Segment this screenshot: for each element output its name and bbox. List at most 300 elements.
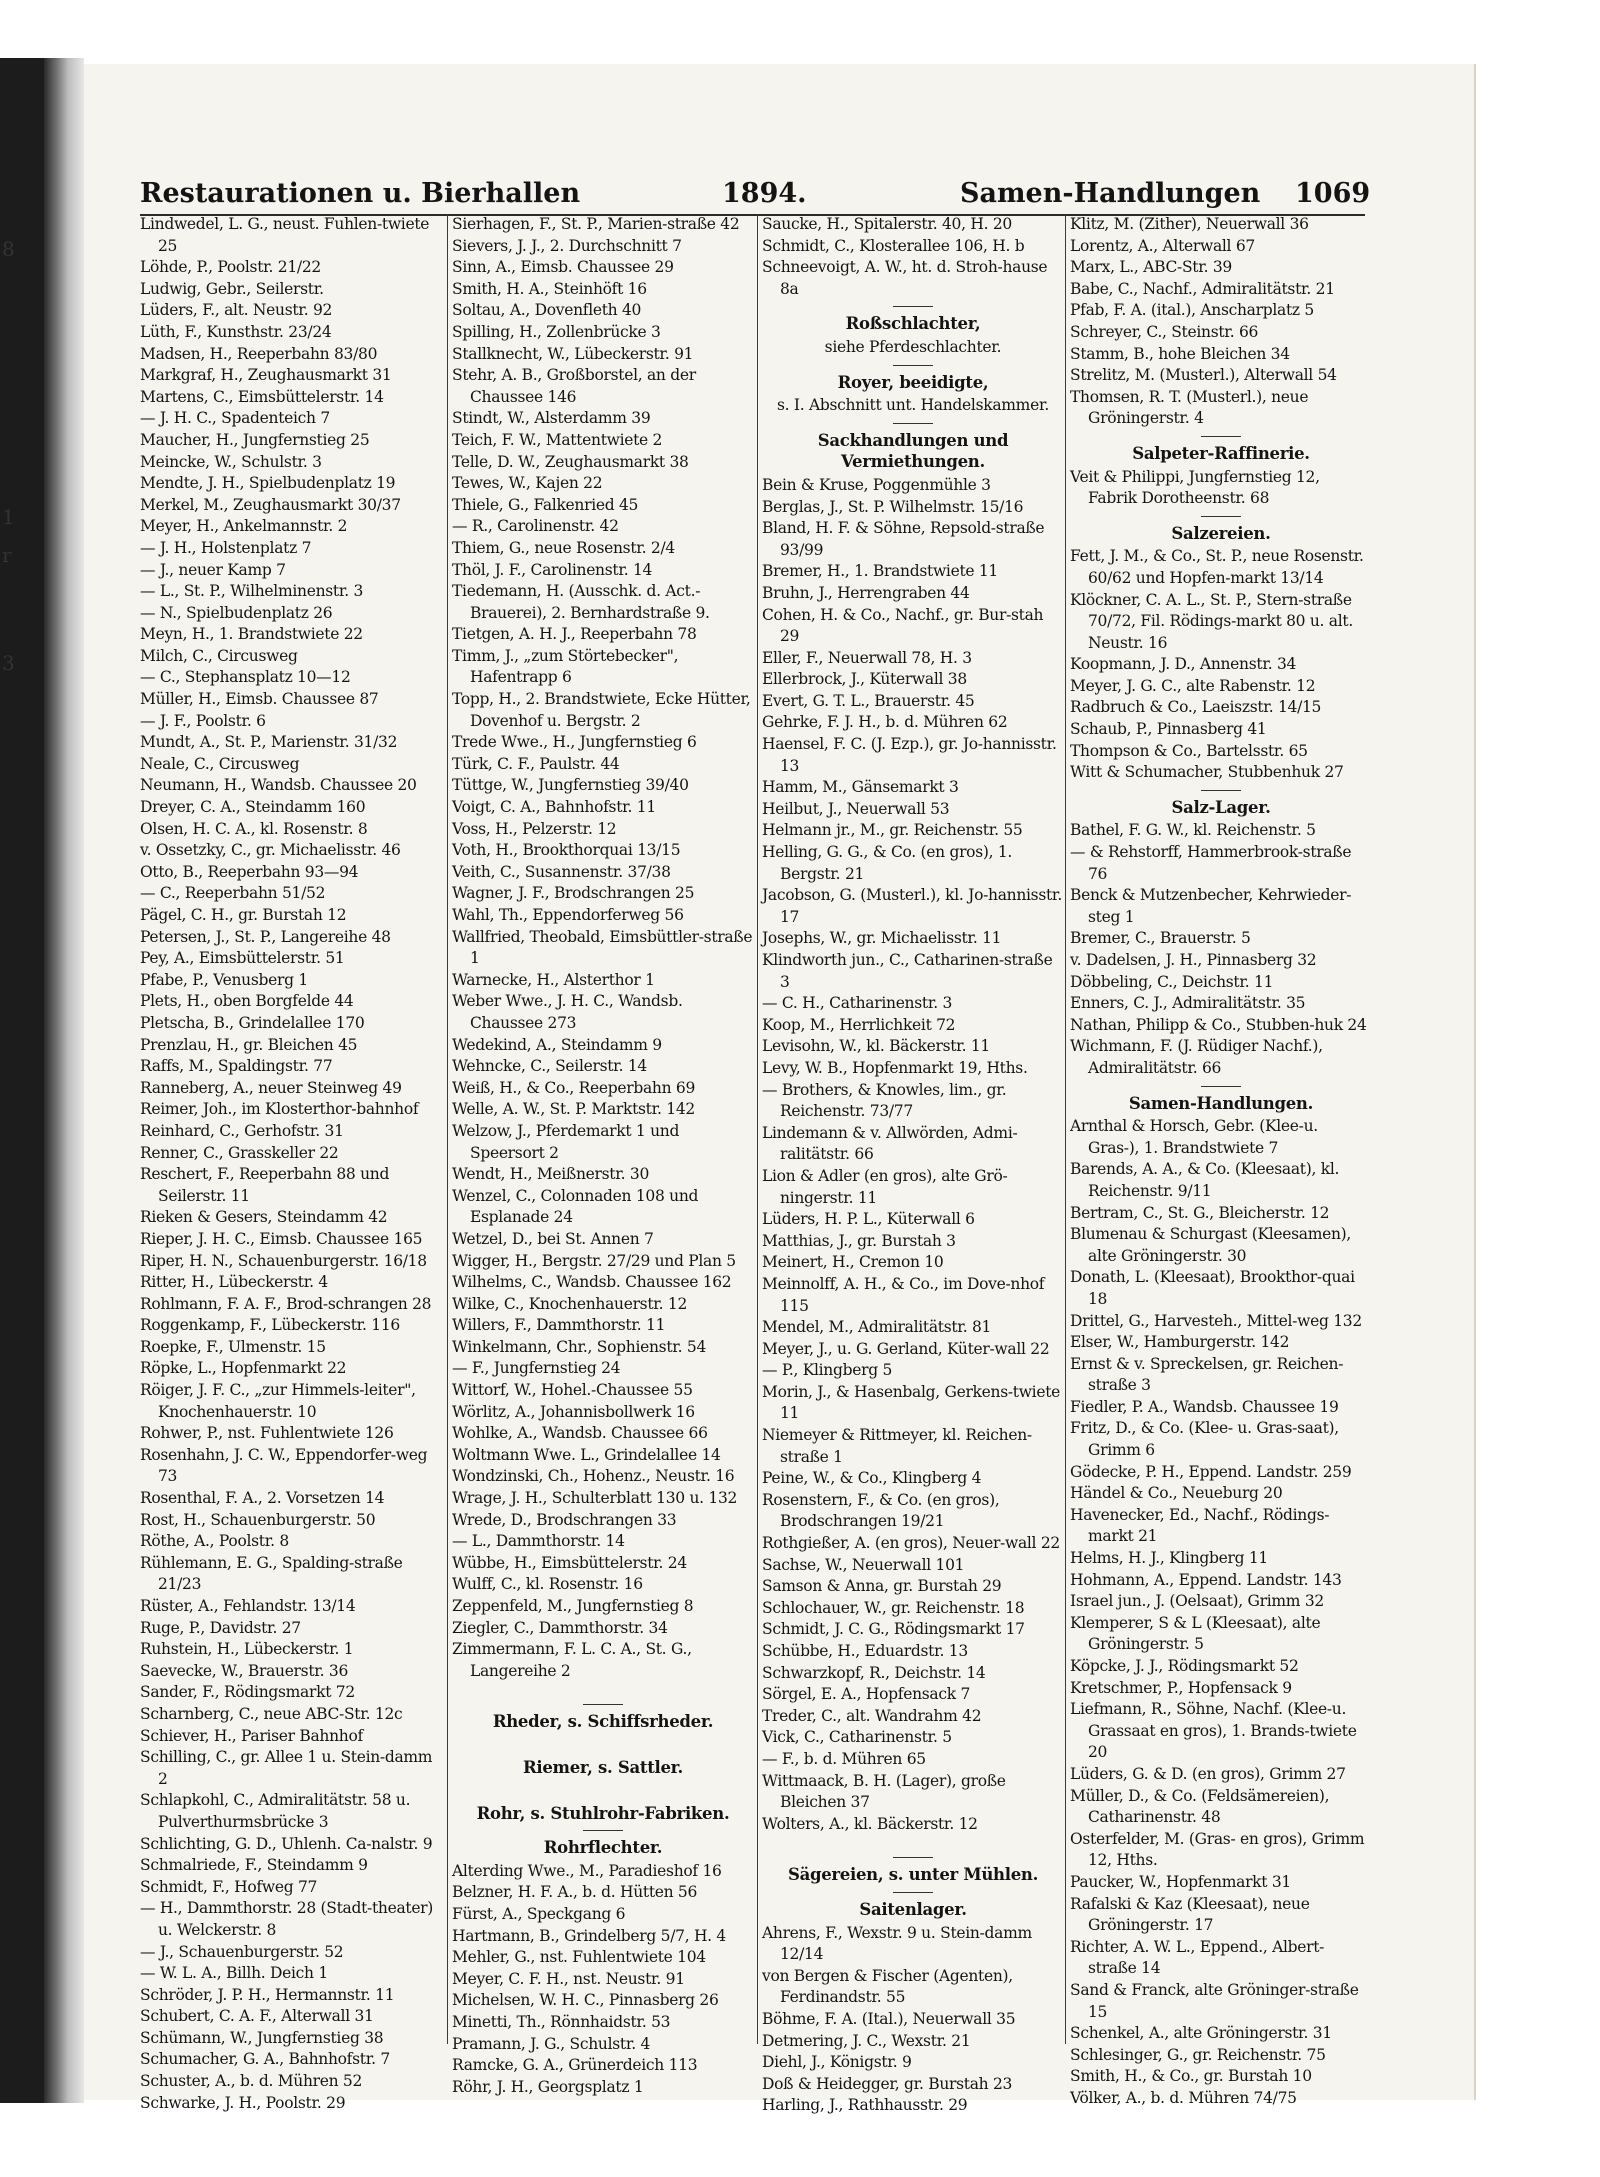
- directory-entry: — J. H., Holstenplatz 7: [140, 538, 312, 557]
- margin-fragment: 8: [2, 237, 15, 261]
- directory-entry: Klöckner, C. A. L., St. P., Stern-straße 70/72, Fil. Rödings-markt 80 u. alt. Neustr. 16: [1070, 590, 1353, 652]
- directory-entry: Rohlmann, F. A. F., Brod-schrangen 28: [140, 1294, 432, 1313]
- directory-entry: Wenzel, C., Colonnaden 108 und Esplanade 24: [452, 1186, 699, 1227]
- directory-entry: Schmidt, F., Hofweg 77: [140, 1877, 318, 1896]
- directory-entry: Levisohn, W., kl. Bäckerstr. 11: [762, 1037, 990, 1056]
- directory-entry: Berglas, J., St. P. Wilhelmstr. 15/16: [762, 497, 1024, 516]
- directory-entry: Warnecke, H., Alsterthor 1: [452, 970, 655, 989]
- directory-entry: Fürst, A., Speckgang 6: [452, 1904, 626, 1923]
- directory-entry: Thompson & Co., Bartelsstr. 65: [1070, 741, 1308, 760]
- page-number: 1069: [1295, 178, 1371, 209]
- directory-entry: Arnthal & Horsch, Gebr. (Klee-u. Gras-), 1. Brandstwiete 7: [1070, 1117, 1318, 1157]
- section-rule: [1201, 790, 1241, 791]
- directory-entry: — W. L. A., Billh. Deich 1: [140, 1964, 328, 1983]
- directory-entry: — C. H., Catharinenstr. 3: [762, 994, 953, 1013]
- section-heading: Roßschlachter,: [845, 314, 981, 334]
- section-spacer: [452, 1781, 754, 1797]
- section-rule: [893, 306, 933, 307]
- directory-entry: Otto, B., Reeperbahn 93—94: [140, 862, 359, 881]
- directory-entry: — R., Carolinenstr. 42: [452, 517, 619, 536]
- header-right-title: Samen-Handlungen: [960, 178, 1261, 209]
- directory-entry: Telle, D. W., Zeughausmarkt 38: [452, 452, 689, 471]
- column-divider: [447, 214, 448, 2044]
- directory-entry: Bruhn, J., Herrengraben 44: [762, 583, 970, 602]
- directory-entry: Meyer, J., u. G. Gerland, Küter-wall 22: [762, 1339, 1050, 1358]
- directory-entry: Rosenhahn, J. C. W., Eppendorfer-weg 73: [140, 1445, 428, 1486]
- directory-entry: Veit & Philippi, Jungfernstieg 12, Fabrik Dorotheenstr. 68: [1070, 467, 1320, 508]
- column-4: [1070, 214, 1372, 2107]
- directory-entry: Schubert, C. A. F., Alterwall 31: [140, 2007, 374, 2026]
- directory-entry: Sinn, A., Eimsb. Chaussee 29: [452, 258, 674, 277]
- directory-entry: Welle, A. W., St. P. Marktstr. 142: [452, 1100, 695, 1119]
- directory-entry: Ruge, P., Davidstr. 27: [140, 1618, 301, 1637]
- directory-entry: Schaub, P., Pinnasberg 41: [1070, 720, 1267, 739]
- directory-entry: Rafalski & Kaz (Kleesaat), neue Gröningerstr. 17: [1070, 1894, 1310, 1935]
- directory-entry: Sander, F., Rödingsmarkt 72: [140, 1683, 355, 1702]
- directory-entry: Heilbut, J., Neuerwall 53: [762, 799, 950, 818]
- directory-entry: Schwarzkopf, R., Deichstr. 14: [762, 1663, 986, 1682]
- directory-entry: Israel jun., J. (Oelsaat), Grimm 32: [1070, 1592, 1324, 1611]
- directory-entry: Zimmermann, F. L. C. A., St. G., Langereihe 2: [452, 1640, 692, 1680]
- directory-entry: Klitz, M. (Zither), Neuerwall 36: [1070, 215, 1309, 233]
- directory-entry: Fritz, D., & Co. (Klee- u. Gras-saat), Grimm 6: [1070, 1419, 1339, 1460]
- directory-entry: Ernst & v. Spreckelsen, gr. Reichen-straße 3: [1070, 1354, 1344, 1395]
- directory-entry: Voss, H., Pelzerstr. 12: [452, 819, 617, 838]
- directory-entry: Sievers, J. J., 2. Durchschnitt 7: [452, 236, 682, 255]
- directory-entry: Gehrke, F. J. H., b. d. Mühren 62: [762, 713, 1008, 732]
- directory-entry: Lüders, G. & D. (en gros), Grimm 27: [1070, 1764, 1346, 1783]
- directory-entry: Koopmann, J. D., Annenstr. 34: [1070, 655, 1297, 674]
- book-gutter: [44, 58, 84, 2103]
- directory-entry: Schlochauer, W., gr. Reichenstr. 18: [762, 1598, 1025, 1617]
- directory-entry: Reimer, Joh., im Klosterthor-bahnhof: [140, 1100, 419, 1119]
- directory-entry: Lüth, F., Kunsthstr. 23/24: [140, 322, 332, 341]
- directory-entry: Gödecke, P. H., Eppend. Landstr. 259: [1070, 1462, 1352, 1481]
- directory-entry: Wallfried, Theobald, Eimsbüttler-straße 1: [452, 927, 753, 968]
- directory-entry: Rosenstern, F., & Co. (en gros), Brodschrangen 19/21: [762, 1490, 1000, 1531]
- directory-entry: Tüttge, W., Jungfernstieg 39/40: [452, 776, 689, 795]
- directory-entry: — C., Stephansplatz 10—12: [140, 668, 351, 687]
- directory-entry: Rühlemann, E. G., Spalding-straße 21/23: [140, 1553, 403, 1594]
- directory-entry: Strelitz, M. (Musterl.), Alterwall 54: [1070, 366, 1337, 385]
- directory-entry: Händel & Co., Neueburg 20: [1070, 1484, 1283, 1503]
- margin-fragment: 3: [2, 651, 15, 675]
- directory-entry: Benck & Mutzenbecher, Kehrwieder-steg 1: [1070, 886, 1352, 926]
- directory-entry: Merkel, M., Zeughausmarkt 30/37: [140, 495, 401, 514]
- directory-entry: Samson & Anna, gr. Burstah 29: [762, 1577, 1002, 1596]
- directory-entry: Richter, A. W. L., Eppend., Albert-straße 14: [1070, 1937, 1325, 1978]
- section-heading: Salz-Lager.: [1171, 797, 1271, 817]
- margin-fragments: [2, 230, 20, 682]
- directory-entry: Fett, J. M., & Co., St. P., neue Rosenstr. 60/62 und Hopfen-markt 13/14: [1070, 547, 1364, 587]
- directory-entry: Rothgießer, A. (en gros), Neuer-wall 22: [762, 1534, 1060, 1553]
- directory-entry: Tewes, W., Kajen 22: [452, 474, 603, 493]
- directory-entry: Saucke, H., Spitalerstr. 40, H. 20: [762, 215, 1012, 233]
- section-rule: [1201, 1086, 1241, 1087]
- directory-entry: Meincke, W., Schulstr. 3: [140, 452, 322, 471]
- directory-entry: Sierhagen, F., St. P., Marien-straße 42: [452, 215, 740, 233]
- directory-entry: Sörgel, E. A., Hopfensack 7: [762, 1685, 971, 1704]
- column-divider: [1065, 214, 1066, 2044]
- directory-entry: Elser, W., Hamburgerstr. 142: [1070, 1333, 1290, 1352]
- directory-entry: — J., Schauenburgerstr. 52: [140, 1942, 344, 1961]
- directory-entry: Detmering, J. C., Wexstr. 21: [762, 2031, 971, 2050]
- directory-entry: Schübbe, H., Eduardstr. 13: [762, 1642, 968, 1660]
- directory-entry: Wübbe, H., Eimsbüttelerstr. 24: [452, 1553, 687, 1572]
- directory-entry: Rieper, J. H. C., Eimsb. Chaussee 165: [140, 1229, 423, 1248]
- directory-entry: von Bergen & Fischer (Agenten), Ferdinandstr. 55: [762, 1966, 1013, 2007]
- section-spacer: [762, 1835, 1064, 1851]
- directory-entry: Wendt, H., Meißnerstr. 30: [452, 1165, 650, 1184]
- directory-entry: Schwarke, J. H., Poolstr. 29: [140, 2093, 346, 2112]
- directory-entry: Löhde, P., Poolstr. 21/22: [140, 258, 321, 277]
- page-header: [140, 178, 1371, 218]
- directory-entry: Wilhelms, C., Wandsb. Chaussee 162: [452, 1273, 732, 1292]
- directory-entry: Wohlke, A., Wandsb. Chaussee 66: [452, 1424, 708, 1443]
- directory-entry: Röiger, J. F. C., „zur Himmels-leiter", Knochenhauerstr. 10: [140, 1381, 416, 1421]
- directory-entry: Neale, C., Circusweg: [140, 754, 300, 773]
- directory-entry: Meinnolff, A. H., & Co., im Dove-nhof 115: [762, 1274, 1045, 1315]
- directory-entry: Wrage, J. H., Schulterblatt 130 u. 132: [452, 1489, 738, 1508]
- directory-entry: Wrede, D., Brodschrangen 33: [452, 1510, 677, 1529]
- directory-entry: Paucker, W., Hopfenmarkt 31: [1070, 1872, 1291, 1891]
- directory-entry: Reschert, F., Reeperbahn 88 und Seilerstr. 11: [140, 1165, 390, 1205]
- directory-entry: Josephs, W., gr. Michaelisstr. 11: [762, 929, 1002, 948]
- directory-entry: Peine, W., & Co., Klingberg 4: [762, 1469, 982, 1488]
- directory-entry: Böhme, F. A. (Ital.), Neuerwall 35: [762, 2009, 1016, 2028]
- directory-entry: Smith, H., & Co., gr. Burstah 10: [1070, 2067, 1312, 2086]
- directory-entry: Wagner, J. F., Brodschrangen 25: [452, 884, 695, 903]
- directory-entry: Schmidt, C., Klosterallee 106, H. b: [762, 236, 1025, 255]
- directory-entry: Röhr, J. H., Georgsplatz 1: [452, 2077, 644, 2096]
- directory-entry: Doß & Heidegger, gr. Burstah 23: [762, 2074, 1013, 2093]
- directory-entry: Schumacher, G. A., Bahnhofstr. 7: [140, 2050, 390, 2069]
- directory-entry: Meinert, H., Cremon 10: [762, 1253, 944, 1272]
- directory-entry: Diehl, J., Königstr. 9: [762, 2053, 912, 2072]
- directory-entry: Liefmann, R., Söhne, Nachf. (Klee-u. Grassaat en gros), 1. Brands-twiete 20: [1070, 1700, 1357, 1762]
- directory-entry: Vick, C., Catharinenstr. 5: [762, 1728, 952, 1747]
- section-heading: Rohrflechter.: [543, 1838, 663, 1858]
- section-heading: Samen-Handlungen.: [1128, 1093, 1314, 1113]
- directory-entry: Michelsen, W. H. C., Pinnasberg 26: [452, 1991, 719, 2010]
- directory-entry: Meyer, H., Ankelmannstr. 2: [140, 517, 348, 536]
- directory-entry: Meyn, H., 1. Brandstwiete 22: [140, 625, 363, 644]
- directory-entry: Wondzinski, Ch., Hohenz., Neustr. 16: [452, 1467, 735, 1486]
- directory-entry: Witt & Schumacher, Stubbenhuk 27: [1070, 763, 1344, 782]
- directory-entry: Ziegler, C., Dammthorstr. 34: [452, 1618, 668, 1637]
- section-rule: [583, 1830, 623, 1831]
- directory-entry: Donath, L. (Kleesaat), Brookthor-quai 18: [1070, 1268, 1355, 1308]
- directory-entry: Schlichting, G. D., Uhlenh. Ca-nalstr. 9: [140, 1834, 433, 1853]
- directory-entry: Döbbeling, C., Deichstr. 11: [1070, 972, 1274, 991]
- directory-entry: Schilling, C., gr. Allee 1 u. Stein-damm 2: [140, 1748, 433, 1788]
- directory-entry: Drittel, G., Harvesteh., Mittel-weg 132: [1070, 1311, 1362, 1330]
- directory-entry: Weber Wwe., J. H. C., Wandsb. Chaussee 273: [452, 992, 683, 1032]
- directory-entry: Woltmann Wwe. L., Grindelallee 14: [452, 1445, 721, 1464]
- directory-entry: Riper, H. N., Schauenburgerstr. 16/18: [140, 1251, 427, 1270]
- directory-entry: Stehr, A. B., Großborstel, an der Chaussee 146: [452, 366, 696, 406]
- directory-entry: Raffs, M., Spaldingstr. 77: [140, 1057, 333, 1076]
- directory-entry: Topp, H., 2. Brandstwiete, Ecke Hütter, Dovenhof u. Bergstr. 2: [452, 690, 751, 730]
- directory-entry: Köpcke, J. J., Rödingsmarkt 52: [1070, 1657, 1299, 1675]
- section-heading: Rheder, s. Schiffsrheder.: [492, 1712, 714, 1732]
- section-spacer: [452, 1735, 754, 1751]
- directory-entry: Alterding Wwe., M., Paradieshof 16: [452, 1861, 722, 1880]
- section-note: siehe Pferdeschlachter.: [824, 337, 1002, 356]
- directory-entry: Mendel, M., Admiralitätstr. 81: [762, 1318, 992, 1337]
- directory-entry: Wehncke, C., Seilerstr. 14: [452, 1057, 647, 1076]
- directory-entry: Pägel, C. H., gr. Burstah 12: [140, 906, 347, 924]
- directory-entry: Ranneberg, A., neuer Steinweg 49: [140, 1078, 402, 1097]
- directory-entry: Winkelmann, Chr., Sophienstr. 54: [452, 1337, 707, 1356]
- directory-entry: Veith, C., Susannenstr. 37/38: [452, 862, 671, 881]
- directory-entry: Türk, C. F., Paulstr. 44: [452, 754, 620, 773]
- directory-entry: Rohwer, P., nst. Fuhlentwiete 126: [140, 1424, 394, 1443]
- directory-entry: Bathel, F. G. W., kl. Reichenstr. 5: [1070, 821, 1316, 840]
- directory-entry: Niemeyer & Rittmeyer, kl. Reichen-straße 1: [762, 1426, 1032, 1466]
- column-3: [762, 214, 1064, 2115]
- directory-entry: Fiedler, P. A., Wandsb. Chaussee 19: [1070, 1397, 1339, 1416]
- directory-entry: Pfabe, P., Venusberg 1: [140, 970, 308, 989]
- directory-entry: — J. H. C., Spadenteich 7: [140, 409, 330, 428]
- section-rule: [583, 1704, 623, 1705]
- header-year: 1894.: [722, 178, 807, 209]
- directory-entry: Müller, H., Eimsb. Chaussee 87: [140, 690, 379, 709]
- directory-entry: — F., Jungfernstieg 24: [452, 1359, 621, 1378]
- section-rule: [1201, 516, 1241, 517]
- directory-entry: Trede Wwe., H., Jungfernstieg 6: [452, 733, 697, 752]
- directory-entry: Jacobson, G. (Musterl.), kl. Jo-hannisstr. 17: [762, 886, 1062, 926]
- directory-entry: Treder, C., alt. Wandrahm 42: [762, 1706, 982, 1725]
- section-note: s. I. Abschnitt unt. Handelskammer.: [777, 396, 1049, 415]
- section-heading: Saitenlager.: [859, 1899, 967, 1919]
- directory-entry: Ahrens, F., Wexstr. 9 u. Stein-damm 12/14: [762, 1923, 1032, 1964]
- directory-entry: Sand & Franck, alte Gröninger-straße 15: [1070, 1980, 1359, 2021]
- directory-entry: Teich, F. W., Mattentwiete 2: [452, 430, 663, 449]
- directory-entry: Maucher, H., Jungfernstieg 25: [140, 430, 370, 449]
- directory-entry: Thiem, G., neue Rosenstr. 2/4: [452, 538, 675, 557]
- directory-entry: Martens, C., Eimsbüttelerstr. 14: [140, 387, 384, 406]
- directory-entry: — Brothers, & Knowles, lim., gr. Reichenstr. 73/77: [762, 1080, 1007, 1121]
- directory-entry: Babe, C., Nachf., Admiralitätstr. 21: [1070, 279, 1335, 298]
- directory-entry: Rost, H., Schauenburgerstr. 50: [140, 1510, 376, 1529]
- directory-entry: Schlapkohl, C., Admiralitätstr. 58 u. Pulverthurmsbrücke 3: [140, 1791, 411, 1831]
- directory-entry: Smith, H. A., Steinhöft 16: [452, 279, 647, 298]
- directory-entry: Lindemann & v. Allwörden, Admi-ralitätstr. 66: [762, 1123, 1018, 1164]
- directory-entry: Willers, F., Dammthorstr. 11: [452, 1316, 666, 1335]
- directory-entry: — J., neuer Kamp 7: [140, 560, 286, 579]
- directory-entry: Belzner, H. F. A., b. d. Hütten 56: [452, 1883, 698, 1902]
- directory-entry: Wilke, C., Knochenhauerstr. 12: [452, 1294, 688, 1313]
- directory-entry: Haensel, F. C. (J. Ezp.), gr. Jo-hannisstr. 13: [762, 735, 1057, 775]
- directory-entry: Müller, D., & Co. (Feldsämereien), Catharinenstr. 48: [1070, 1786, 1330, 1827]
- scan-border-top: [0, 0, 1600, 58]
- directory-entry: Reinhard, C., Gerhofstr. 31: [140, 1121, 344, 1140]
- directory-entry: Schreyer, C., Steinstr. 66: [1070, 322, 1259, 341]
- column-2: [452, 214, 754, 2096]
- directory-entry: Lion & Adler (en gros), alte Grö-ningerstr. 11: [762, 1166, 1008, 1207]
- section-rule: [1201, 436, 1241, 437]
- directory-entry: Thiele, G., Falkenried 45: [452, 495, 639, 514]
- directory-entry: Havenecker, Ed., Nachf., Rödings-markt 21: [1070, 1505, 1330, 1546]
- directory-entry: Ellerbrock, J., Küterwall 38: [762, 670, 967, 689]
- directory-entry: Dreyer, C. A., Steindamm 160: [140, 798, 366, 817]
- directory-entry: Helling, G. G., & Co. (en gros), 1. Bergstr. 21: [762, 843, 1013, 883]
- section-rule: [893, 1892, 933, 1893]
- directory-entry: — & Rehstorff, Hammerbrook-straße 76: [1070, 843, 1352, 883]
- section-rule: [893, 1857, 933, 1858]
- directory-entry: Bein & Kruse, Poggenmühle 3: [762, 475, 991, 494]
- directory-entry: Stallknecht, W., Lübeckerstr. 91: [452, 344, 694, 363]
- directory-entry: Hamm, M., Gänsemarkt 3: [762, 778, 959, 797]
- directory-entry: Pramann, J. G., Schulstr. 4: [452, 2034, 651, 2053]
- directory-entry: Rosenthal, F. A., 2. Vorsetzen 14: [140, 1489, 385, 1508]
- directory-entry: Wittmaack, B. H. (Lager), große Bleichen 37: [762, 1771, 1006, 1812]
- column-1: [140, 214, 442, 2112]
- directory-entry: Lindwedel, L. G., neust. Fuhlen-twiete 25: [140, 215, 430, 255]
- directory-entry: Pfab, F. A. (ital.), Anscharplatz 5: [1070, 301, 1314, 320]
- directory-entry: Eller, F., Neuerwall 78, H. 3: [762, 648, 972, 667]
- directory-entry: Helmann jr., M., gr. Reichenstr. 55: [762, 821, 1023, 840]
- directory-entry: Lüders, H. P. L., Küterwall 6: [762, 1210, 975, 1229]
- directory-entry: — N., Spielbudenplatz 26: [140, 603, 333, 622]
- directory-entry: — C., Reeperbahn 51/52: [140, 884, 326, 903]
- directory-entry: Petersen, J., St. P., Langereihe 48: [140, 927, 391, 946]
- directory-entry: Helms, H. J., Klingberg 11: [1070, 1549, 1268, 1568]
- directory-entry: Wolters, A., kl. Bäckerstr. 12: [762, 1814, 978, 1833]
- directory-entry: Pletscha, B., Grindelallee 170: [140, 1013, 365, 1032]
- section-rule: [893, 365, 933, 366]
- directory-entry: Marx, L., ABC-Str. 39: [1070, 258, 1232, 277]
- directory-entry: Ramcke, G. A., Grünerdeich 113: [452, 2056, 698, 2075]
- directory-entry: Cohen, H. & Co., Nachf., gr. Bur-stah 29: [762, 605, 1044, 646]
- directory-entry: Madsen, H., Reeperbahn 83/80: [140, 344, 378, 363]
- directory-entry: — L., St. P., Wilhelminenstr. 3: [140, 582, 364, 601]
- directory-entry: Lüders, F., alt. Neustr. 92: [140, 301, 333, 320]
- directory-entry: Bland, H. F. & Söhne, Repsold-straße 93/99: [762, 519, 1045, 559]
- directory-entry: Markgraf, H., Zeughausmarkt 31: [140, 366, 392, 385]
- directory-entry: Klemperer, S & L (Kleesaat), alte Gröningerstr. 5: [1070, 1613, 1321, 1654]
- section-heading: Riemer, s. Sattler.: [522, 1757, 684, 1777]
- directory-entry: Kretschmer, P., Hopfensack 9: [1070, 1678, 1292, 1697]
- directory-entry: Meyer, C. F. H., nst. Neustr. 91: [452, 1969, 685, 1988]
- directory-entry: Prenzlau, H., gr. Bleichen 45: [140, 1035, 358, 1054]
- directory-entry: Enners, C. J., Admiralitätstr. 35: [1070, 994, 1306, 1013]
- directory-entry: Roggenkamp, F., Lübeckerstr. 116: [140, 1316, 400, 1335]
- directory-entry: Wulff, C., kl. Rosenstr. 16: [452, 1575, 643, 1594]
- directory-entry: Timm, J., „zum Störtebecker", Hafentrapp 6: [452, 646, 679, 687]
- directory-entry: Wahl, Th., Eppendorferweg 56: [452, 906, 684, 924]
- directory-entry: Thomsen, R. T. (Musterl.), neue Gröningerstr. 4: [1070, 387, 1309, 428]
- section-rule: [893, 423, 933, 424]
- directory-entry: Matthias, J., gr. Burstah 3: [762, 1231, 956, 1250]
- directory-entry: Röthe, A., Poolstr. 8: [140, 1532, 289, 1551]
- directory-entry: Osterfelder, M. (Gras- en gros), Grimm 12, Hths.: [1070, 1829, 1365, 1870]
- section-heading: Sackhandlungen und Vermiethungen.: [817, 430, 1009, 472]
- header-left-title: Restaurationen u. Bierhallen: [140, 178, 581, 209]
- directory-entry: Blumenau & Schurgast (Kleesamen), alte Gröningerstr. 30: [1070, 1225, 1352, 1265]
- section-heading: Salpeter-Raffinerie.: [1132, 443, 1310, 463]
- directory-entry: Wörlitz, A., Johannisbollwerk 16: [452, 1402, 695, 1421]
- directory-entry: Soltau, A., Dovenfleth 40: [452, 301, 642, 320]
- directory-entry: v. Ossetzky, C., gr. Michaelisstr. 46: [140, 841, 401, 860]
- directory-entry: Koop, M., Herrlichkeit 72: [762, 1015, 956, 1034]
- directory-entry: Schneevoigt, A. W., ht. d. Stroh-hause 8a: [762, 258, 1048, 298]
- directory-entry: — J. F., Poolstr. 6: [140, 711, 266, 730]
- directory-entry: Schmidt, J. C. G., Rödingsmarkt 17: [762, 1620, 1025, 1639]
- directory-entry: Morin, J., & Hasenbalg, Gerkens-twiete 11: [762, 1382, 1061, 1423]
- directory-entry: Wetzel, D., bei St. Annen 7: [452, 1229, 654, 1248]
- column-divider: [757, 214, 758, 2044]
- directory-entry: Wigger, H., Bergstr. 27/29 und Plan 5: [452, 1251, 736, 1270]
- directory-entry: Bremer, H., 1. Brandstwiete 11: [762, 562, 998, 581]
- directory-entry: Wedekind, A., Steindamm 9: [452, 1035, 662, 1054]
- directory-entry: Roepke, F., Ulmenstr. 15: [140, 1337, 326, 1356]
- directory-entry: — P., Klingberg 5: [762, 1361, 893, 1380]
- directory-entry: Plets, H., oben Borgfelde 44: [140, 992, 354, 1011]
- section-heading: Royer, beeidigte,: [837, 372, 989, 392]
- directory-entry: Saevecke, W., Brauerstr. 36: [140, 1661, 349, 1680]
- directory-entry: Schmalriede, F., Steindamm 9: [140, 1856, 368, 1875]
- directory-entry: — L., Dammthorstr. 14: [452, 1532, 625, 1551]
- directory-entry: Weiß, H., & Co., Reeperbahn 69: [452, 1078, 696, 1097]
- directory-entry: Milch, C., Circusweg: [140, 646, 298, 665]
- section-spacer: [452, 1682, 754, 1698]
- section-heading: Rohr, s. Stuhlrohr-Fabriken.: [476, 1803, 730, 1823]
- directory-entry: Pey, A., Eimsbüttelerstr. 51: [140, 949, 345, 968]
- directory-entry: Stamm, B., hohe Bleichen 34: [1070, 344, 1290, 363]
- directory-entry: Neumann, H., Wandsb. Chaussee 20: [140, 776, 417, 795]
- directory-entry: Rieken & Gesers, Steindamm 42: [140, 1208, 388, 1227]
- directory-entry: Scharnberg, C., neue ABC-Str. 12c: [140, 1704, 403, 1723]
- directory-entry: Renner, C., Grasskeller 22: [140, 1143, 339, 1162]
- section-heading: Sägereien, s. unter Mühlen.: [787, 1865, 1039, 1885]
- directory-entry: v. Dadelsen, J. H., Pinnasberg 32: [1070, 951, 1317, 969]
- section-heading: Salzereien.: [1171, 523, 1271, 543]
- directory-entry: Schuster, A., b. d. Mühren 52: [140, 2072, 363, 2091]
- directory-entry: Radbruch & Co., Laeiszstr. 14/15: [1070, 698, 1322, 717]
- directory-entry: Ritter, H., Lübeckerstr. 4: [140, 1273, 328, 1292]
- directory-entry: Klindworth jun., C., Catharinen-straße 3: [762, 951, 1053, 991]
- directory-entry: Schiever, H., Pariser Bahnhof: [140, 1726, 363, 1745]
- directory-entry: Mehler, G., nst. Fuhlentwiete 104: [452, 1948, 706, 1967]
- directory-entry: Lorentz, A., Alterwall 67: [1070, 236, 1255, 255]
- directory-entry: Stindt, W., Alsterdamm 39: [452, 409, 651, 428]
- directory-entry: Hohmann, A., Eppend. Landstr. 143: [1070, 1570, 1342, 1589]
- directory-entry: Harling, J., Rathhausstr. 29: [762, 2096, 968, 2115]
- directory-entry: Schümann, W., Jungfernstieg 38: [140, 2028, 384, 2047]
- directory-entry: Levy, W. B., Hopfenmarkt 19, Hths.: [762, 1058, 1028, 1077]
- directory-entry: Röpke, L., Hopfenmarkt 22: [140, 1359, 347, 1378]
- margin-fragment: r: [2, 543, 12, 567]
- directory-entry: Wittorf, W., Hohel.-Chaussee 55: [452, 1381, 693, 1400]
- directory-entry: Mundt, A., St. P., Marienstr. 31/32: [140, 733, 398, 752]
- directory-entry: Meyer, J. G. C., alte Rabenstr. 12: [1070, 676, 1316, 695]
- directory-entry: Schenkel, A., alte Gröningerstr. 31: [1070, 2024, 1332, 2043]
- directory-entry: Bertram, C., St. G., Bleicherstr. 12: [1070, 1203, 1330, 1222]
- directory-entry: Voigt, C. A., Bahnhofstr. 11: [452, 798, 656, 817]
- directory-entry: Evert, G. T. L., Brauerstr. 45: [762, 691, 975, 710]
- directory-entry: Bremer, C., Brauerstr. 5: [1070, 929, 1251, 948]
- directory-entry: Tietgen, A. H. J., Reeperbahn 78: [452, 625, 697, 644]
- directory-entry: Ruhstein, H., Lübeckerstr. 1: [140, 1640, 354, 1659]
- directory-entry: Minetti, Th., Rönnhaidstr. 53: [452, 2012, 671, 2031]
- margin-fragment: 1: [2, 505, 15, 529]
- directory-entry: Rüster, A., Fehlandstr. 13/14: [140, 1597, 356, 1615]
- directory-entry: Schröder, J. P. H., Hermannstr. 11: [140, 1985, 395, 2004]
- directory-entry: Spilling, H., Zollenbrücke 3: [452, 322, 661, 341]
- directory-entry: — F., b. d. Mühren 65: [762, 1749, 926, 1768]
